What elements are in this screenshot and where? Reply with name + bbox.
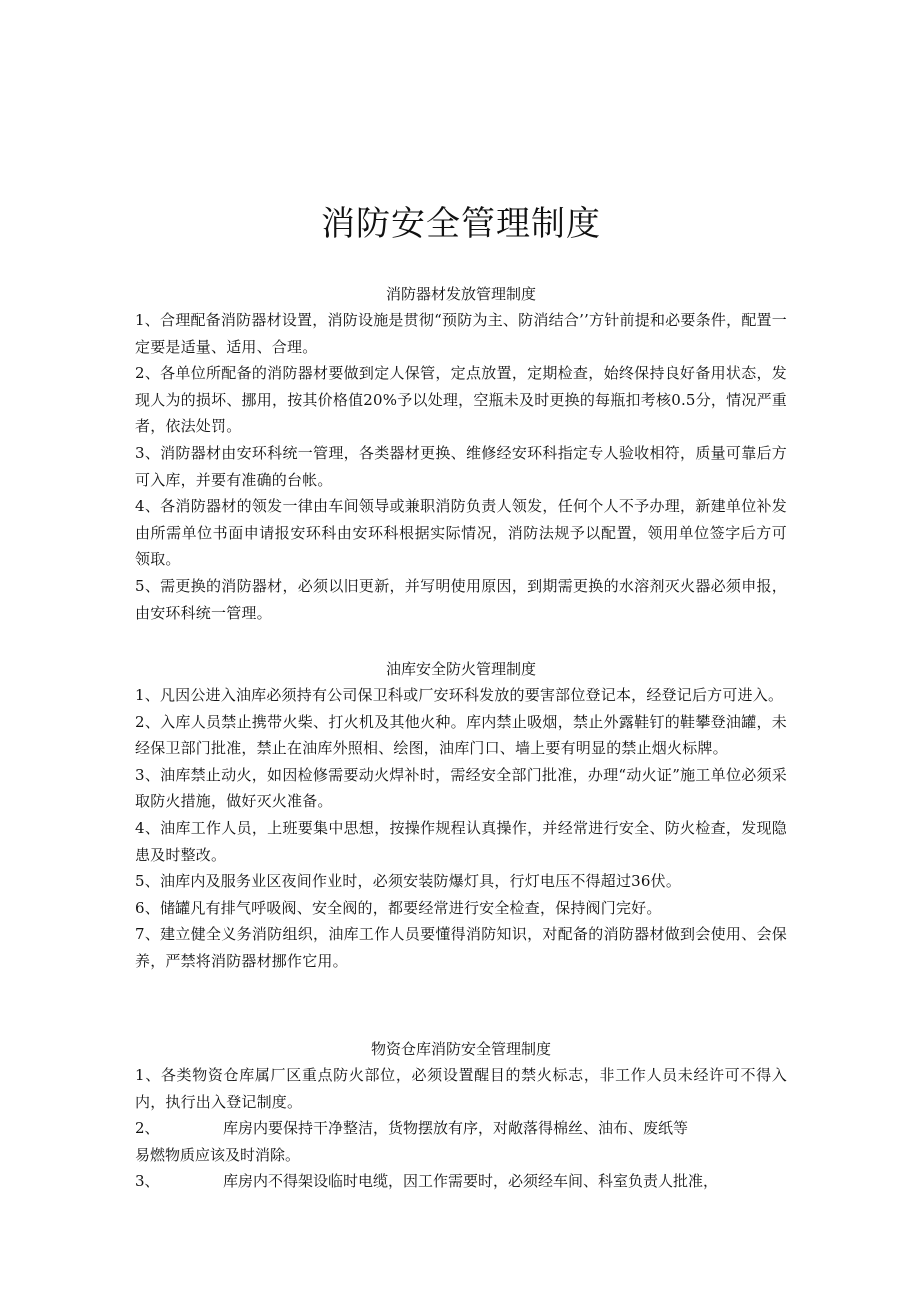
paragraph-line: 易燃物质应该及时消除。 (135, 1145, 301, 1164)
paragraph: 5、油库内及服务业区夜间作业时，必须安装防爆灯具，行灯电压不得超过36伏。 (135, 872, 682, 891)
paragraph: 4、油库工作人员，上班要集中思想，按操作规程认真操作，并经常进行安全、防火检查，发现隐患及时整改。 (135, 818, 787, 864)
paragraph: 7、建立健全义务消防组织，油库工作人员要懂得消防知识，对配备的消防器材做到会使用、会保养，严禁将消防器材挪作它用。 (135, 925, 787, 970)
item-number: 2、 (135, 1119, 160, 1138)
paragraph: 1、凡因公进入油库必须持有公司保卫科或厂安环科发放的要害部位登记本，经登记后方可进入。 (135, 686, 784, 704)
paragraph: 3、消防器材由安环科统一管理，各类器材更换、维修经安环科指定专人验收相符，质量可靠后方可入库，并要有准确的台帐。 (135, 443, 787, 489)
item-number: 3、 (135, 1172, 160, 1191)
paragraph: 1、合理配备消防器材设置，消防设施是贯彻“预防为主、防消结合’’方针前提和必要条件，配置一定要是适量、适用、合理。 (135, 311, 787, 356)
section-warehouse (135, 1036, 787, 1195)
paragraph: 6、储罐凡有排气呼吸阀、安全阀的，都要经常进行安全检查，保持阀门完好。 (135, 898, 662, 917)
paragraph: 2、各单位所配备的消防器材要做到定人保管，定点放置，定期检查，始终保持良好备用状态，发现人为的损坏、挪用，按其价格值20%予以处理，空瓶未及时更换的每瓶扣考核0.5分，情况严重者，依法处罚。 (135, 364, 787, 436)
paragraph (135, 1115, 787, 1168)
paragraph (135, 1168, 787, 1195)
paragraph: 1、各类物资仓库属厂区重点防火部位，必须设置醒目的禁火标志，非工作人员未经许可不得入内，执行出入登记制度。 (135, 1066, 787, 1111)
section-title: 物资仓库消防安全管理制度 (370, 1040, 551, 1058)
section-oil-depot (135, 656, 787, 975)
paragraph-line: 库房内不得架设临时电缆，因工作需要时，必须经车间、科室负责人批准， (223, 1172, 719, 1191)
paragraph: 5、需更换的消防器材，必须以旧更新，并写明使用原因，到期需更换的水溶剂灭火器必须申报，由安环科统一管理。 (135, 576, 787, 622)
section-title: 消防器材发放管理制度 (385, 285, 536, 303)
section-title: 油库安全防火管理制度 (385, 660, 536, 678)
document-title: 消防安全管理制度 (321, 204, 601, 244)
section-fire-equipment (135, 281, 787, 626)
paragraph: 3、油库禁止动火，如因检修需要动火焊补时，需经安全部门批准，办理“动火证”施工单位必须采取防火措施，做好灭火准备。 (135, 765, 787, 811)
paragraph: 4、各消防器材的领发一律由车间领导或兼职消防负责人领发，任何个人不予办理，新建单位补发由所需单位书面申请报安环科由安环科根据实际情况，消防法规予以配置，领用单位签字后方可领取。 (135, 497, 787, 569)
paragraph-line: 库房内要保持干净整洁，货物摆放有序，对敞落得棉丝、油布、废纸等 (223, 1119, 689, 1138)
paragraph: 2、入库人员禁止携带火柴、打火机及其他火种。库内禁止吸烟，禁止外露鞋钉的鞋攀登油罐，未经保卫部门批准，禁止在油库外照相、绘图，油库门口、墙上要有明显的禁止烟火标牌。 (135, 712, 787, 758)
